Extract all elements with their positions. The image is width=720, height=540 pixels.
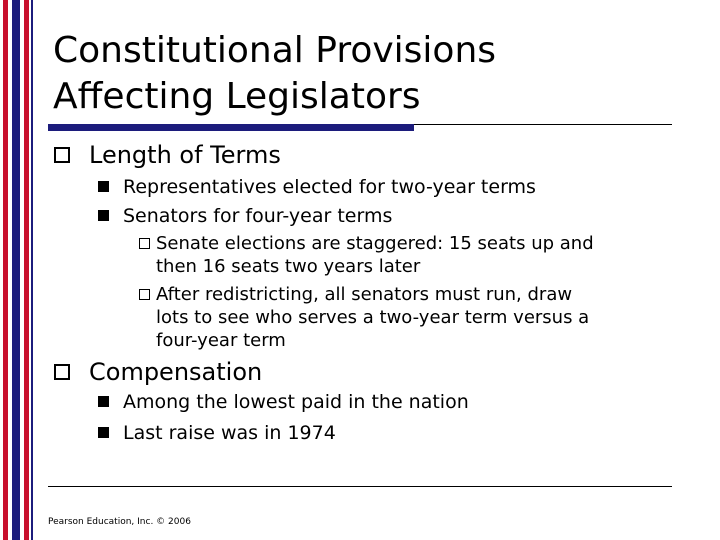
- sub-list-item-line: After redistricting, all senators must run, draw: [156, 284, 573, 305]
- footer-divider: [48, 486, 672, 487]
- slide-title: [53, 28, 693, 120]
- slide-title-line1: Constitutional Provisions: [53, 30, 497, 71]
- left-decorative-stripes: [0, 0, 34, 540]
- hollow-square-icon: [54, 364, 70, 380]
- sub-list-item-line: four-year term: [156, 330, 286, 351]
- hollow-square-icon: [139, 238, 150, 249]
- blue-stripe: [12, 0, 20, 540]
- list-item: Among the lowest paid in the nation: [123, 391, 469, 413]
- sub-list-item: [156, 283, 589, 352]
- hollow-square-icon: [139, 289, 150, 300]
- list-item: Representatives elected for two-year terms: [123, 176, 536, 198]
- filled-square-icon: [98, 181, 109, 192]
- sub-list-item-line: Senate elections are staggered: 15 seats up and: [156, 233, 594, 254]
- filled-square-icon: [98, 210, 109, 221]
- title-underline-thick: [48, 124, 414, 131]
- footer-copyright: Pearson Education, Inc. © 2006: [48, 517, 191, 527]
- list-item: Senators for four-year terms: [123, 205, 393, 227]
- title-underline-thin: [414, 124, 672, 125]
- list-item: Last raise was in 1974: [123, 422, 336, 444]
- sub-list-item-line: then 16 seats two years later: [156, 256, 421, 277]
- blue-stripe: [31, 0, 33, 540]
- hollow-square-icon: [54, 147, 70, 163]
- slide-title-line2: Affecting Legislators: [53, 76, 421, 117]
- sub-list-item: [156, 232, 594, 278]
- filled-square-icon: [98, 396, 109, 407]
- filled-square-icon: [98, 427, 109, 438]
- section-heading: Length of Terms: [89, 141, 281, 169]
- sub-list-item-line: lots to see who serves a two-year term versus a: [156, 307, 590, 328]
- section-heading: Compensation: [89, 358, 263, 386]
